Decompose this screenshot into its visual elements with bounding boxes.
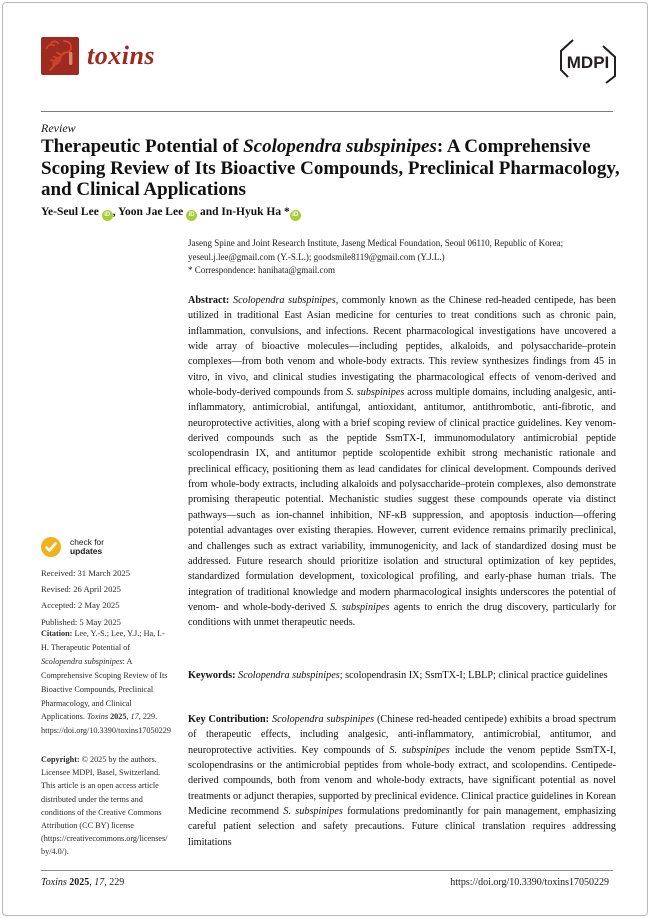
- text-segment: include the venom peptide SsmTX-I, scolopendrasins or the antimicrobial peptides from whole-body extract, and scolopendins. Centipede-derived compounds, both from venom and whole-body extracts, have significant potential as novel treatments or adjunct therapies, supported by preclinical evidence. Clinical practice guidelines in Korean Medicine recommend: [188, 744, 616, 818]
- check-icon: [41, 537, 61, 557]
- affiliation-emails[interactable]: yeseul.j.lee@gmail.com (Y.-S.L.); goodsmile8119@gmail.com (Y.J.L.): [188, 251, 445, 262]
- text-segment: : A Comprehensive Scoping Review of Its Bioactive Compounds, Preclinical Pharmacology, and Clinical Applications.: [41, 656, 168, 722]
- text-segment: Citation:: [41, 629, 75, 638]
- author-name-1: Ye-Seul Lee: [41, 206, 99, 218]
- text-segment: : A Comprehensive Scoping Review of Its Bioactive Compounds, Preclinical Pharmacology, and Clinical Applications: [41, 136, 620, 200]
- text-segment: Therapeutic Potential of: [41, 136, 244, 157]
- author-separator: and: [197, 206, 222, 218]
- text-segment: 17: [94, 877, 105, 888]
- author-name-3: In-Hyuk Ha: [221, 206, 282, 218]
- text-segment: Abstract:: [188, 295, 233, 306]
- mdpi-logo[interactable]: [555, 37, 621, 92]
- correspondence-line[interactable]: * Correspondence: hanihata@gmail.com: [188, 265, 335, 275]
- author-name-2: Yoon Jae Lee: [118, 206, 184, 218]
- text-segment: , 229. https://doi.org/10.3390/toxins17050229: [41, 712, 171, 736]
- text-segment: S. subspinipes: [346, 387, 405, 399]
- text-segment: Toxins: [41, 877, 70, 888]
- received-date: Received: 31 March 2025: [41, 568, 131, 578]
- text-segment: Scolopendra subspinipes: [238, 670, 340, 681]
- key-contribution-paragraph: [188, 712, 616, 850]
- author-separator: ,: [112, 206, 119, 218]
- text-segment: agents to enrich the drug discovery, particularly for conditions with unmet therapeutic needs.: [188, 601, 616, 629]
- article-type-label: Review: [41, 121, 76, 135]
- text-segment: across multiple domains, including analgesic, anti-inflammatory, antimicrobial, antifungal, antioxidant, antitumor, antithrombotic, anti-fibrotic, and neuroprotective activities, along with a brief scoping review of clinical practice guidelines. Key venom-derived compounds such as the peptide SsmTX-I, immunomodulatory antimicrobial peptide scolopendrasin IX, and antitumor peptide scolopentide exhibit strong mechanistic rationale and preclinical efficacy, positioning them as lead candidates for clinical development. Compounds derived from whole-body extracts, including alkaloids and polysaccharide–protein complexes, also demonstrate promising therapeutic potential. Mechanistic studies suggest these compounds operate via distinct pathways—such as ion-channel inhibition, NF-κB suppression, and apoptosis induction—offering potential advantages over existing therapies. However, current evidence remains primarily preclinical, and challenges such as extract variability, immunogenicity, and lack of standardized dosing must be addressed. Future research should prioritize isolation and structural optimization of key peptides, standardized formulation development, toxicological profiling, and early-phase human trials. The integration of traditional knowledge and modern pharmacological insights underscores the potential of venom- and whole-body-derived: [188, 387, 616, 613]
- revised-date: Revised: 26 April 2025: [41, 584, 121, 595]
- check-for-updates-label: check for updates: [70, 536, 104, 556]
- toxins-journal-logo[interactable]: [41, 37, 79, 75]
- text-segment: Scolopendra subspinipes: [243, 136, 437, 157]
- text-segment: S. subspinipes: [283, 806, 343, 818]
- text-segment: Copyright:: [41, 755, 82, 764]
- text-segment: Key Contribution:: [188, 714, 273, 725]
- journal-name: toxins: [87, 41, 156, 70]
- text-segment: formulations predominantly for pain management, emphasizing careful patient selection and safety precautions. Future clinical translation requires addressing limitations: [188, 806, 617, 848]
- paper-page: [2, 2, 648, 916]
- text-segment: , commonly known as the Chinese red-headed centipede, has been utilized in traditional East Asian medicine for centuries to treat conditions such as chronic pain, inflammation, convulsions, and infections. Recent pharmacological investigations have uncovered a wide array of bioactive molecules—including peptides, alkaloids, and polysaccharide–protein complexes—from both venom and whole-body extracts. This review synthesizes findings from 45 in vitro, in vivo, and clinical studies investigating the pharmacological effects of venom-derived and whole-body-derived compounds from: [188, 295, 616, 399]
- affiliation-line: Jaseng Spine and Joint Research Institute, Jaseng Medical Foundation, Seoul 06110, Republic of Korea;: [188, 238, 564, 248]
- article-history: [41, 565, 171, 630]
- text-segment: ; scolopendrasin IX; SsmTX-I; LBLP; clinical practice guidelines: [339, 670, 608, 681]
- header-divider: [41, 111, 613, 112]
- text-segment: ,: [126, 712, 131, 722]
- text-segment: © 2025 by the authors. Licensee MDPI, Basel, Switzerland. This article is an open access article distributed under the terms and conditions of the Creative Commons Attribution (CC BY) license (https://creativecommons.org/licenses/by/4.0/).: [41, 755, 168, 857]
- orcid-icon[interactable]: iD: [290, 210, 301, 221]
- footer-divider: [41, 870, 613, 871]
- text-segment: , 229: [104, 877, 125, 888]
- text-segment: Scolopendra subspinipes: [272, 714, 375, 725]
- orcid-icon[interactable]: iD: [102, 210, 113, 221]
- text-segment: Toxins: [86, 712, 111, 722]
- affiliation-block: [188, 237, 616, 278]
- mdpi-logo-text: MDPI: [566, 53, 610, 72]
- text-segment: Lee, Y.-S.; Lee, Y.J.; Ha, I.-H. Therapeutic Potential of: [41, 629, 165, 652]
- text-segment: Scolopendra subspinipes: [41, 656, 123, 666]
- footer-doi-link[interactable]: https://doi.org/10.3390/toxins17050229: [450, 877, 609, 888]
- text-segment: 17: [130, 712, 139, 722]
- text-segment: 2025: [110, 712, 127, 722]
- copyright-block: [41, 753, 171, 859]
- check-for-updates-badge[interactable]: [41, 537, 171, 557]
- corresponding-author-star: *: [281, 206, 290, 218]
- scorpion-icon: [41, 37, 79, 75]
- text-segment: S. subspinipes: [329, 601, 390, 613]
- footer-citation: [41, 877, 124, 888]
- text-segment: Scolopendra subspinipes: [232, 295, 336, 306]
- text-segment: 2025: [69, 877, 90, 888]
- author-line: [41, 206, 621, 221]
- keywords-paragraph: [188, 668, 616, 683]
- text-segment: S. subspinipes: [389, 744, 450, 756]
- text-segment: Keywords:: [188, 670, 239, 681]
- text-segment: ,: [89, 877, 95, 888]
- orcid-icon[interactable]: iD: [186, 210, 197, 221]
- abstract-paragraph: [188, 293, 616, 631]
- published-date: Published: 5 May 2025: [41, 616, 121, 627]
- accepted-date: Accepted: 2 May 2025: [41, 600, 120, 611]
- citation-block: [41, 627, 171, 738]
- text-segment: (Chinese red-headed centipede) exhibits a broad spectrum of therapeutic effects, including analgesic, anti-inflammatory, antimicrobial, antitumor, and neuroprotective activities. Key compounds of: [188, 714, 617, 756]
- page-title: [41, 136, 621, 201]
